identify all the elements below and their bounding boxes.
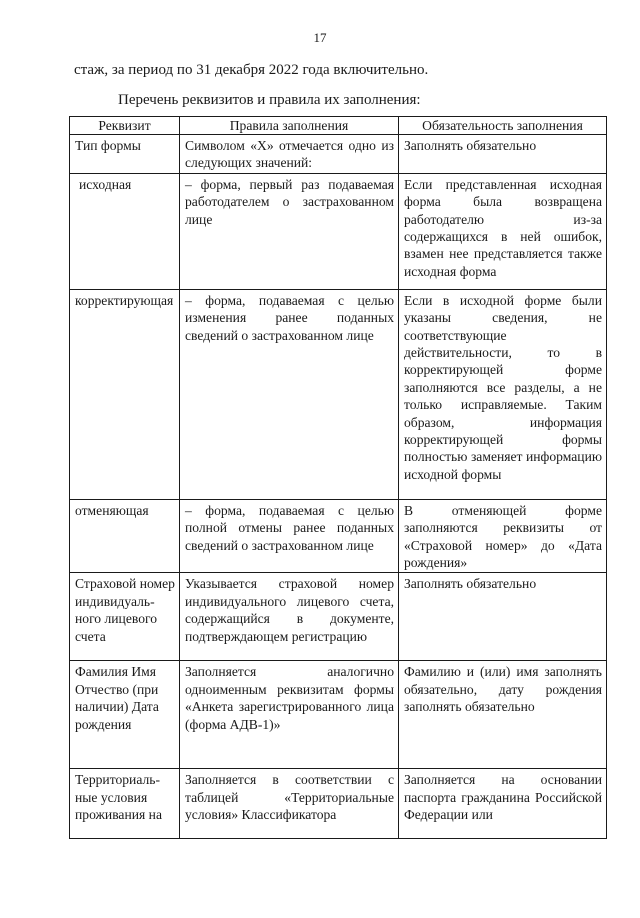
lead-text: стаж, за период по 31 декабря 2022 года включительно. [74, 62, 429, 78]
field-cell: корректирующая [70, 289, 180, 499]
rule-cell: – форма, подаваемая с целью полной отмены ранее поданных сведений о застрахованном лице [180, 499, 399, 573]
rule-cell: Указывается страховой номер индивидуального лицевого счета, содержащийся в документе, подтверждающем регистрацию [180, 573, 399, 661]
table-header-row [70, 117, 607, 135]
required-cell: Заполнять обязательно [399, 573, 607, 661]
column-header: Реквизит [70, 117, 180, 135]
table-row [70, 769, 607, 839]
page-number: 17 [313, 30, 327, 45]
table-row [70, 573, 607, 661]
field-cell: Страховой номер индивидуаль-ного лицевого счета [70, 573, 180, 661]
rule-cell: Символом «X» отмечается одно из следующих значений: [180, 135, 399, 174]
required-cell: Заполнять обязательно [399, 135, 607, 174]
field-cell: Тип формы [70, 135, 180, 174]
table-row [70, 499, 607, 573]
required-cell: Заполняется на основании паспорта гражданина Российской Федерации или [399, 769, 607, 839]
required-cell: Фамилию и (или) имя заполнять обязательно, дату рождения заполнять обязательно [399, 661, 607, 769]
field-cell: исходная [70, 173, 180, 289]
field-cell: Фамилия Имя Отчество (при наличии) Дата рождения [70, 661, 180, 769]
field-cell: отменяющая [70, 499, 180, 573]
column-header: Обязательность заполнения [399, 117, 607, 135]
field-cell: Территориаль-ные условия проживания на [70, 769, 180, 839]
rule-cell: Заполняется в соответствии с таблицей «Территориальные условия» Классификатора [180, 769, 399, 839]
rule-cell: – форма, подаваемая с целью изменения ранее поданных сведений о застрахованном лице [180, 289, 399, 499]
rule-cell: Заполняется аналогично одноименным реквизитам формы «Анкета зарегистрированного лица (форма АДВ-1)» [180, 661, 399, 769]
rule-cell: – форма, первый раз подаваемая работодателем о застрахованном лице [180, 173, 399, 289]
section-heading: Перечень реквизитов и правила их заполнения: [118, 92, 421, 108]
table-row [70, 135, 607, 174]
table-row [70, 661, 607, 769]
table-row [70, 289, 607, 499]
column-header: Правила заполнения [180, 117, 399, 135]
requisites-table [69, 116, 607, 839]
required-cell: Если представленная исходная форма была возвращена работодателю из-за содержащихся в ней ошибок, взамен нее представляется также исходная форма [399, 173, 607, 289]
required-cell: Если в исходной форме были указаны сведения, не соответствующие действительности, то в корректирующей форме заполняются все разделы, а не только исправляемые. Таким образом, информация корректирующей формы полностью заменяет информацию исходной формы [399, 289, 607, 499]
table-row [70, 173, 607, 289]
required-cell: В отменяющей форме заполняются реквизиты от «Страховой номер» до «Дата рождения» [399, 499, 607, 573]
